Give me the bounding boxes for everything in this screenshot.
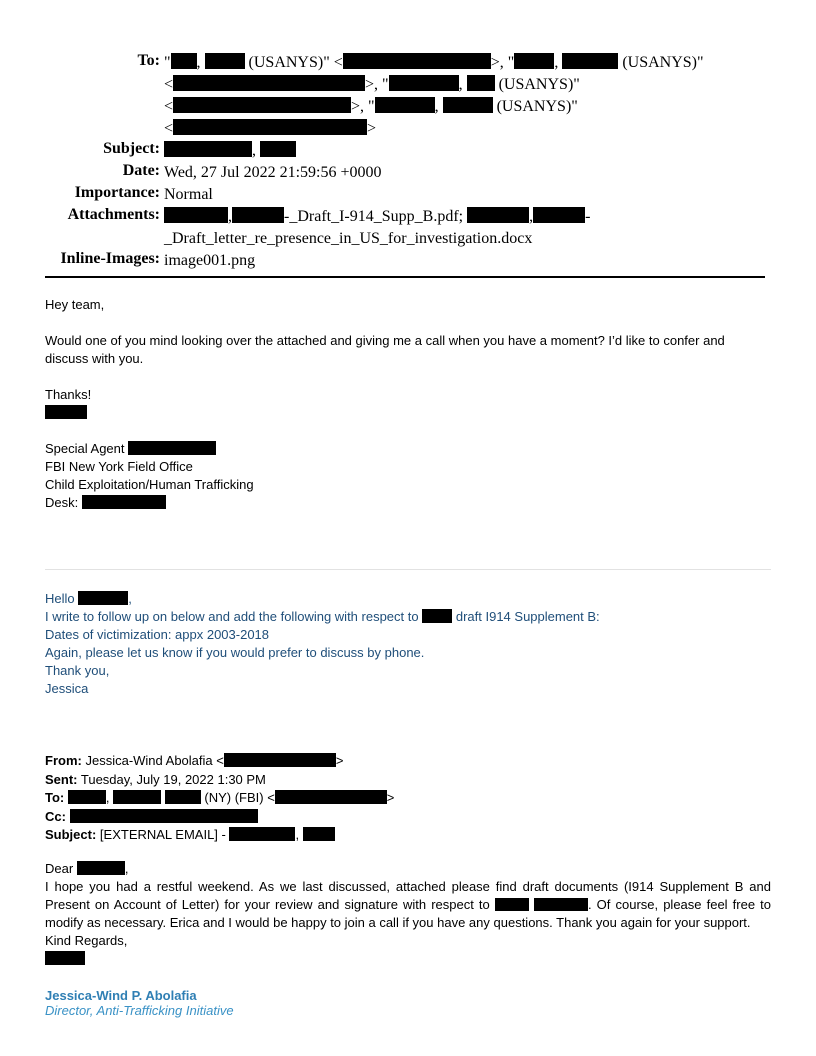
redaction [495, 898, 529, 911]
to-row: To: " , (USANYS)" < >, " , (USANYS)" < >, " , (USANYS)" < >, " , (USANYS)" < > [0, 52, 816, 140]
subject-label: Subject: [45, 827, 97, 842]
from-label: From: [45, 753, 82, 768]
redaction [375, 97, 435, 113]
date-value: Wed, 27 Jul 2022 21:59:56 +0000 [164, 164, 382, 181]
subject-row: Subject: , [0, 140, 816, 162]
sig-office: FBI New York Field Office [45, 459, 193, 474]
redaction [128, 441, 216, 455]
subject-label: Subject: [103, 140, 160, 157]
message-separator [45, 569, 771, 570]
importance-label: Importance: [74, 184, 160, 201]
forwarded-header: From: Jessica-Wind Abolafia < > Sent: Tuesday, July 19, 2022 1:30 PM To: , (NY) (FBI) < > Cc: Subject: [EXTERNAL EMAIL] - , [45, 753, 395, 842]
cc-label: Cc: [45, 808, 66, 824]
sent-label: Sent: [45, 771, 78, 787]
victimization-dates: Dates of victimization: appx 2003-2018 [45, 627, 270, 642]
redaction [534, 898, 588, 911]
attachments-row [0, 206, 816, 250]
redaction [443, 97, 493, 113]
redaction [77, 861, 125, 875]
redaction [82, 495, 166, 509]
sig-title: Special Agent [45, 441, 125, 456]
redaction [45, 951, 85, 965]
redaction [45, 405, 87, 419]
redaction [229, 827, 295, 841]
redaction [533, 207, 585, 223]
redaction [171, 53, 197, 69]
redaction [303, 827, 335, 841]
attachment-docx[interactable]: _Draft_letter_re_presence_in_US_for_investigation.docx [164, 230, 533, 247]
attachment-pdf[interactable]: , -_Draft_I-914_Supp_B.pdf; , - [164, 206, 764, 228]
redaction [467, 207, 529, 223]
redaction [422, 609, 452, 623]
sig-desk: Desk: [45, 495, 79, 510]
thanks: Thanks! [45, 387, 92, 402]
signature-title: Director, Anti-Trafficking Initiative [45, 1003, 234, 1018]
attachments-label: Attachments: [67, 206, 160, 223]
email-signature [45, 988, 234, 1018]
redaction [113, 790, 161, 804]
message-body-2: Hello , I write to follow up on below and add the following with respect to draft I914 Supplement B: Dates of victimization: appx 2003-2018 Again, please let us know if you would prefer to discuss by phone. Thank you, Jessica [45, 590, 775, 698]
body-line: discuss with you. [45, 351, 144, 366]
sig-unit: Child Exploitation/Human Trafficking [45, 477, 254, 492]
date-row [0, 162, 816, 184]
to-label: To: [137, 52, 160, 69]
redaction [70, 809, 258, 823]
importance-value: Normal [164, 186, 213, 203]
redaction [164, 141, 252, 157]
body-line: Would one of you mind looking over the attached and giving me a call when you have a moment? I’d like to confer and [45, 333, 725, 348]
redaction [205, 53, 245, 69]
inline-image-file[interactable]: image001.png [164, 252, 256, 269]
email-header [0, 52, 816, 272]
redaction [173, 119, 367, 135]
to-label: To: [45, 790, 65, 805]
message-body-1 [45, 296, 775, 512]
redaction [165, 790, 201, 804]
redaction [514, 53, 554, 69]
inline-images-row [0, 250, 816, 272]
redaction [275, 790, 387, 804]
greeting: Hey team, [45, 297, 105, 312]
redaction [232, 207, 284, 223]
redaction [164, 207, 228, 223]
redaction [173, 75, 365, 91]
importance-row [0, 184, 816, 206]
redaction [78, 591, 128, 605]
redaction [260, 141, 296, 157]
signature-name: Jessica-Wind P. Abolafia [45, 988, 197, 1003]
redaction [224, 753, 336, 767]
redaction [389, 75, 459, 91]
inline-images-label: Inline-Images: [60, 250, 160, 267]
redaction [343, 53, 491, 69]
redaction [173, 97, 351, 113]
redaction [68, 790, 106, 804]
redaction [467, 75, 495, 91]
message-body-3: Dear , I hope you had a restful weekend. As we last discussed, attached please find draft documents (I914 Supplement B and Present on Account of Letter) for your review and signature with respect to . Of course, please feel free to modify as necessary. Erica and I would be happy to join a call if you have any questions. Thank you again for your support. Kind Regards, [45, 860, 771, 968]
date-label: Date: [122, 162, 160, 179]
header-divider [45, 276, 765, 278]
redaction [562, 53, 618, 69]
